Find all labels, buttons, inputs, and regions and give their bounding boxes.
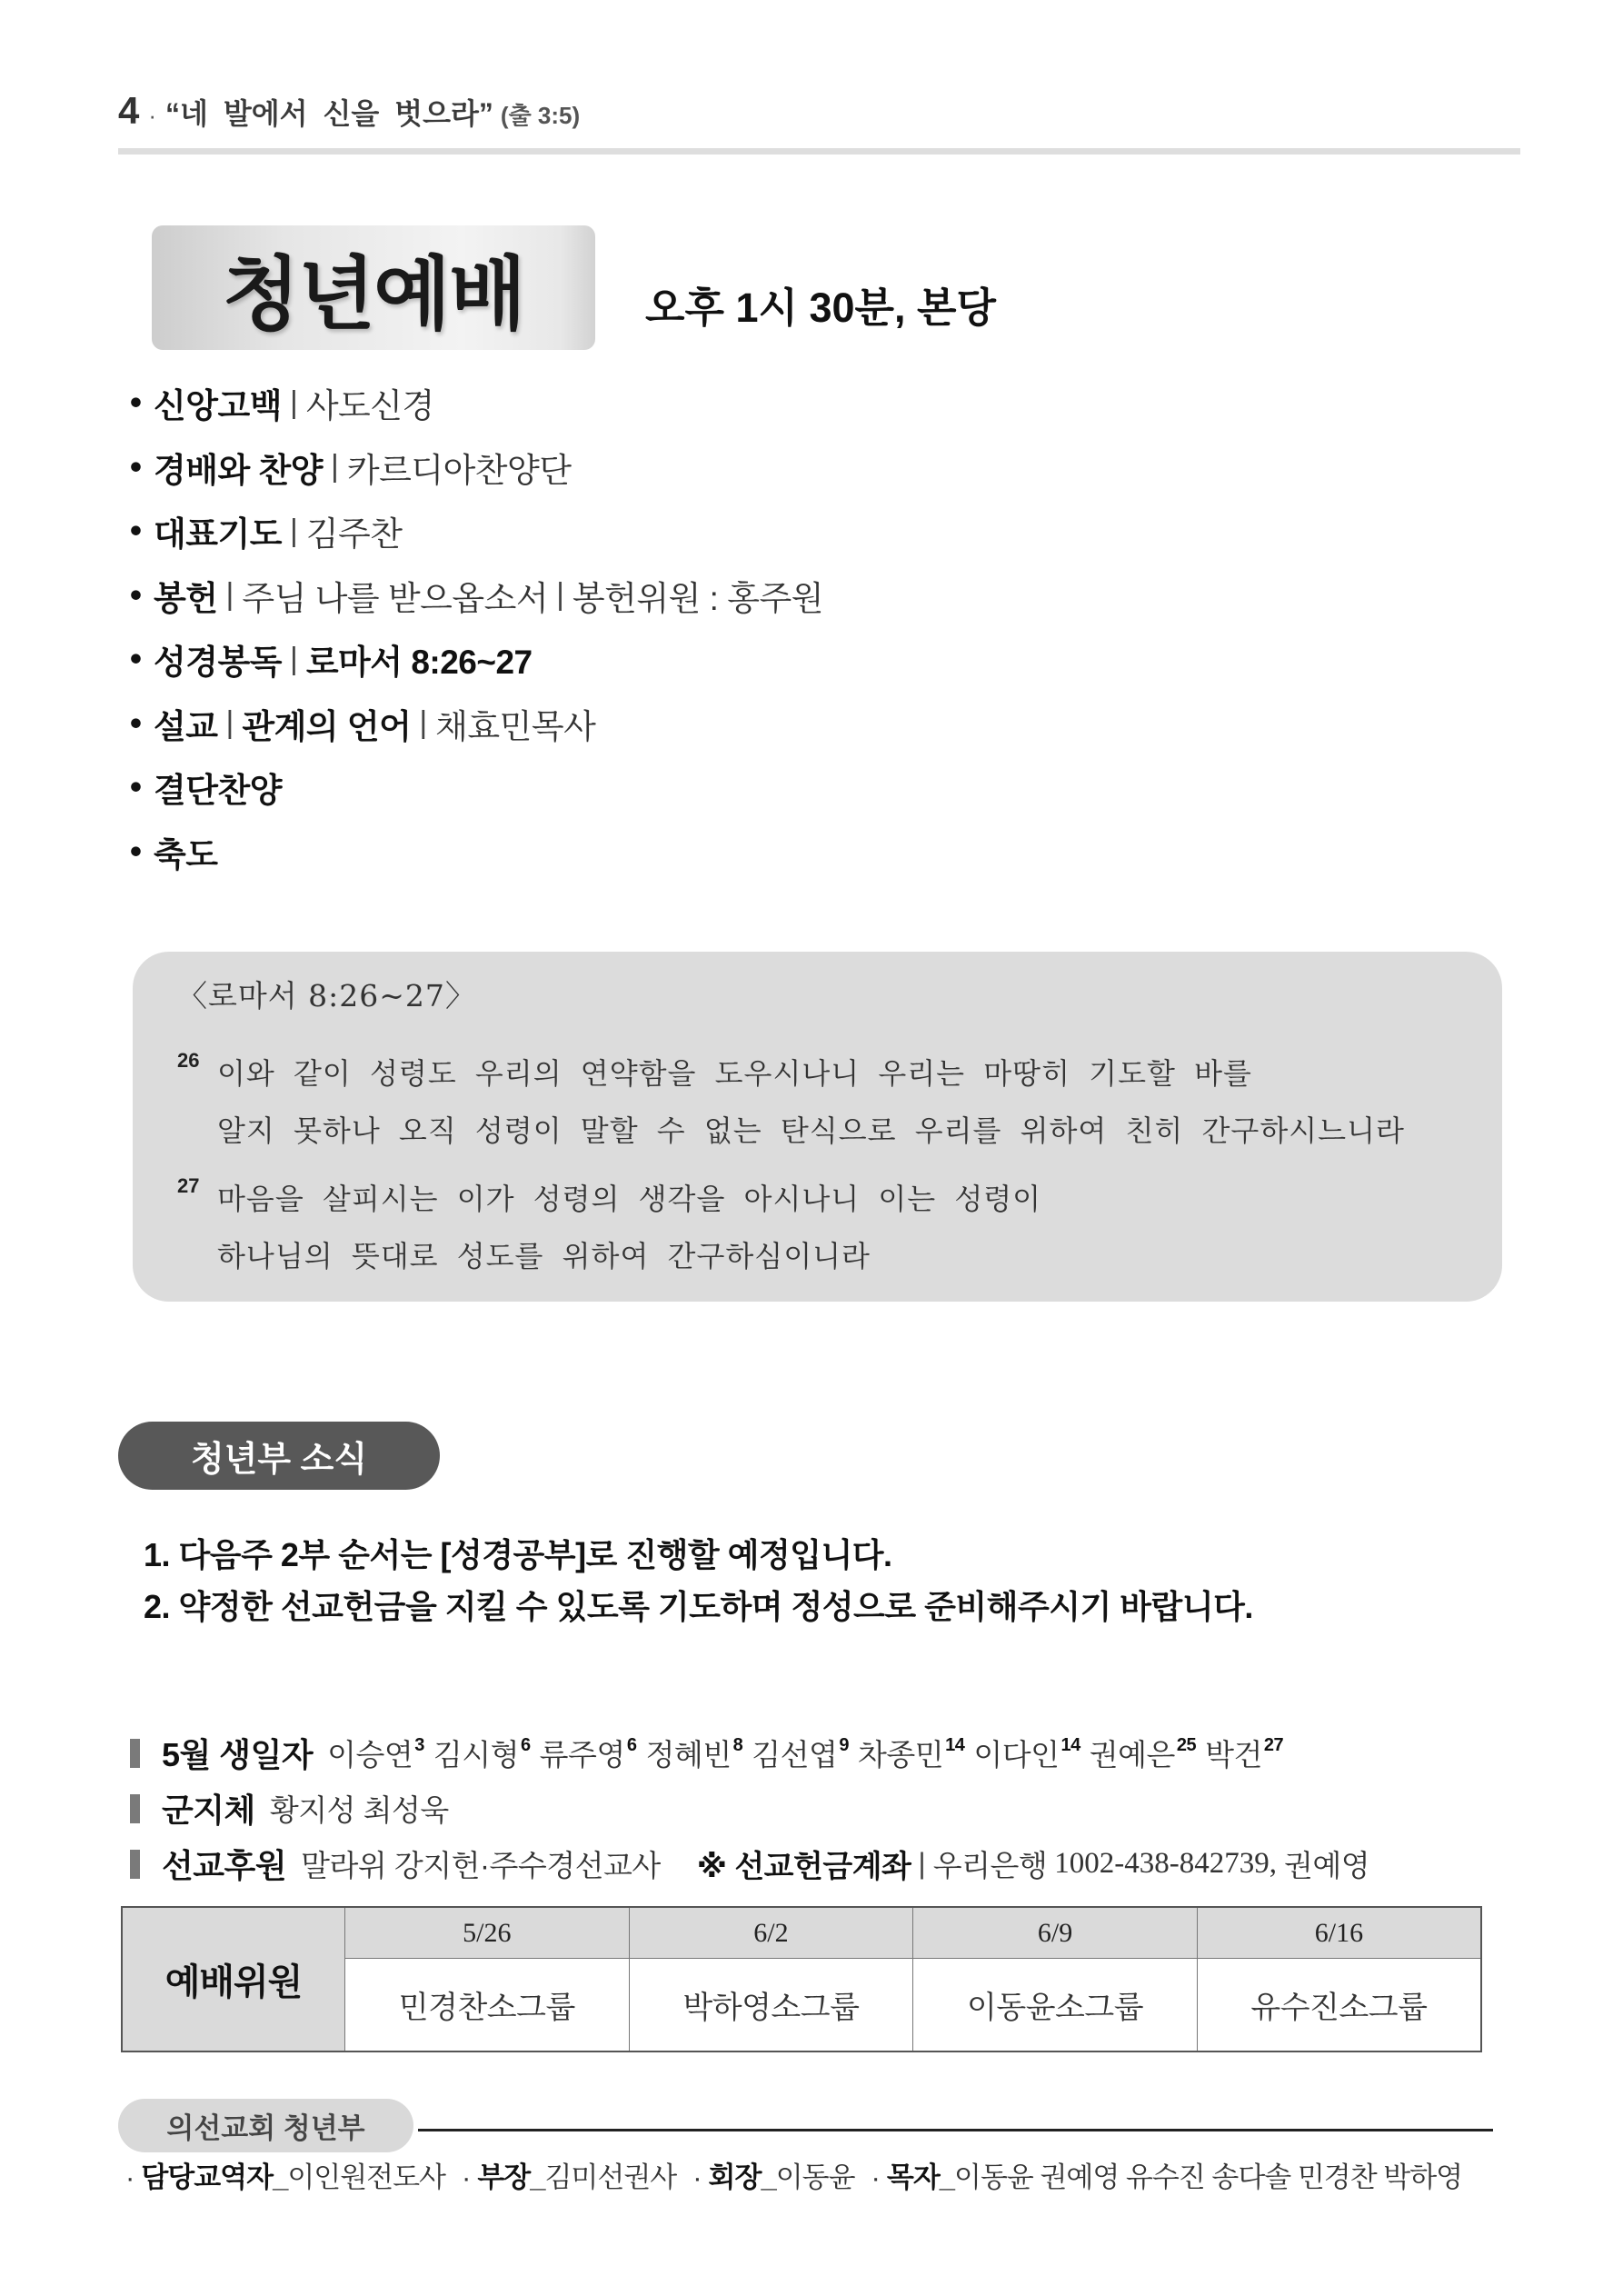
staff-joiner: _ bbox=[939, 2161, 955, 2193]
verse-line: 하나님의 뜻대로 성도를 위하여 간구하심이니라 bbox=[217, 1239, 871, 1273]
bullet: • bbox=[130, 575, 142, 614]
person-name: 이승연 bbox=[327, 1738, 413, 1772]
order-item-detail: 봉헌위원 : 홍주원 bbox=[572, 579, 823, 617]
birthday-day: 14 bbox=[945, 1735, 965, 1755]
order-item-label: 성경봉독 bbox=[154, 644, 282, 682]
mission-label: 선교후원 bbox=[162, 1847, 287, 1884]
service-title: 청년예배 bbox=[222, 248, 525, 339]
order-item-response-song bbox=[130, 755, 823, 820]
birthday-day: 25 bbox=[1176, 1735, 1197, 1755]
bullet: • bbox=[130, 512, 142, 550]
birthday-person bbox=[858, 1732, 964, 1774]
line-marker bbox=[130, 1850, 140, 1879]
date-header: 6/9 bbox=[913, 1907, 1198, 1959]
birthday-person bbox=[752, 1732, 849, 1774]
staff-item bbox=[125, 2156, 445, 2200]
staff-role: 담당교역자 bbox=[141, 2161, 274, 2193]
staff-bullet: · bbox=[462, 2161, 471, 2193]
date-header: 6/2 bbox=[629, 1907, 913, 1959]
news-item: 1. 다음주 2부 순서는 [성경공부]로 진행할 예정입니다. bbox=[144, 1536, 892, 1573]
mission-account-label: ※ 선교헌금계좌 bbox=[696, 1850, 911, 1884]
news-item: 2. 약정한 선교헌금을 지킬 수 있도록 기도하며 정성으로 준비해주시기 바랍니다. bbox=[144, 1588, 1253, 1625]
order-item-prayer bbox=[130, 499, 823, 564]
header-reference: (출 3:5) bbox=[500, 102, 581, 129]
birthday-person bbox=[327, 1732, 424, 1774]
birthdays-line bbox=[130, 1725, 1369, 1781]
person-name: 박건 bbox=[1205, 1738, 1262, 1772]
staff-line bbox=[125, 2156, 1479, 2200]
date-header: 6/16 bbox=[1197, 1907, 1481, 1959]
staff-bullet: · bbox=[692, 2161, 702, 2193]
person-name: 김선엽 bbox=[752, 1738, 838, 1772]
order-item-detail: 로마서 8:26~27 bbox=[305, 644, 533, 682]
military-label: 군지체 bbox=[162, 1792, 255, 1829]
order-item-sermon bbox=[130, 692, 823, 756]
bullet: • bbox=[130, 384, 142, 422]
verse-number: 26 bbox=[177, 1049, 200, 1072]
staff-item bbox=[871, 2156, 1463, 2200]
birthday-day: 8 bbox=[732, 1735, 743, 1755]
service-time-place: 오후 1시 30분, 본당 bbox=[645, 285, 996, 331]
date-header: 5/26 bbox=[345, 1907, 630, 1959]
staff-item bbox=[692, 2156, 854, 2200]
staff-item bbox=[462, 2156, 676, 2200]
separator: | bbox=[225, 577, 234, 613]
order-item-offering bbox=[130, 564, 823, 628]
bullet: • bbox=[130, 768, 142, 806]
person-name: 류주영 bbox=[539, 1738, 625, 1772]
birthday-person bbox=[645, 1732, 742, 1774]
separator: | bbox=[331, 449, 339, 484]
header-divider bbox=[118, 148, 1520, 155]
bullet: • bbox=[130, 640, 142, 678]
staff-bullet: · bbox=[125, 2161, 134, 2193]
staff-role: 부장 bbox=[477, 2161, 531, 2193]
page-header bbox=[118, 89, 580, 142]
order-of-service bbox=[130, 371, 823, 883]
separator: | bbox=[289, 384, 298, 420]
birthday-day: 27 bbox=[1263, 1735, 1284, 1755]
staff-names: 이인원전도사 bbox=[287, 2161, 445, 2193]
line-marker bbox=[130, 1739, 140, 1768]
birthdays-label: 5월 생일자 bbox=[162, 1736, 314, 1773]
person-name: 차종민 bbox=[857, 1738, 944, 1772]
header-quote: “네 발에서 신을 벗으라” bbox=[165, 97, 493, 130]
order-item-label: 축도 bbox=[154, 835, 218, 873]
order-item-label: 봉헌 bbox=[154, 579, 218, 617]
order-item-label: 결단찬양 bbox=[154, 772, 282, 810]
staff-names: 이동윤 권예영 유수진 송다솔 민경찬 박하영 bbox=[954, 2161, 1463, 2193]
order-item-benediction bbox=[130, 820, 823, 884]
mission-line bbox=[130, 1836, 1369, 1892]
person-name: 정혜빈 bbox=[645, 1738, 732, 1772]
line-marker bbox=[130, 1794, 140, 1823]
bullet: • bbox=[130, 447, 142, 485]
scripture-verses bbox=[177, 1045, 1405, 1285]
staff-joiner: _ bbox=[273, 2161, 288, 2193]
staff-bullet: · bbox=[871, 2161, 880, 2193]
news-list bbox=[144, 1529, 1253, 1632]
sermon-title: 관계의 언어 bbox=[242, 707, 412, 745]
order-item-detail: 사도신경 bbox=[305, 387, 434, 425]
separator: | bbox=[918, 1847, 926, 1880]
military-line bbox=[130, 1781, 1369, 1836]
separator: | bbox=[419, 705, 428, 741]
order-item-praise bbox=[130, 435, 823, 500]
group-cell: 유수진소그룹 bbox=[1197, 1959, 1481, 2052]
verse-line: 마음을 살피시는 이가 성령의 생각을 아시나니 이는 성령이 bbox=[217, 1182, 1042, 1216]
bullet: • bbox=[130, 832, 142, 870]
header-separator: · bbox=[148, 102, 157, 129]
person-name: 김시형 bbox=[433, 1738, 520, 1772]
order-item-label: 설교 bbox=[154, 707, 218, 745]
military-members: 황지성 최성욱 bbox=[269, 1793, 449, 1827]
birthday-day: 6 bbox=[626, 1735, 637, 1755]
account-bank: 우리은행 bbox=[932, 1849, 1048, 1882]
news-section-title: 청년부 소식 bbox=[118, 1422, 440, 1490]
staff-role: 목자 bbox=[886, 2161, 940, 2193]
staff-names: 김미선권사 bbox=[544, 2161, 677, 2193]
order-item-creed bbox=[130, 371, 823, 435]
birthday-person bbox=[1090, 1732, 1196, 1774]
scripture-panel bbox=[133, 952, 1502, 1302]
birthday-day: 6 bbox=[521, 1735, 531, 1755]
staff-role: 회장 bbox=[708, 2161, 762, 2193]
group-cell: 민경찬소그룹 bbox=[345, 1959, 630, 2052]
person-name: 권예은 bbox=[1089, 1738, 1175, 1772]
verse bbox=[177, 1045, 1405, 1160]
separator: | bbox=[289, 513, 298, 548]
service-title-box bbox=[152, 225, 595, 350]
staff-joiner: _ bbox=[761, 2161, 776, 2193]
birthday-day: 3 bbox=[414, 1735, 424, 1755]
committee-label: 예배위원 bbox=[122, 1907, 345, 2051]
info-section bbox=[130, 1725, 1369, 1892]
table-row bbox=[122, 1907, 1481, 1959]
birthday-person bbox=[973, 1732, 1080, 1774]
verse-number: 27 bbox=[177, 1174, 200, 1197]
verse-line: 알지 못하나 오직 성령이 말할 수 없는 탄식으로 우리를 위하여 친히 간구하시느니라 bbox=[217, 1113, 1405, 1148]
group-cell: 이동윤소그룹 bbox=[913, 1959, 1198, 2052]
separator: | bbox=[556, 577, 564, 613]
scripture-heading: 〈로마서 8:26~27〉 bbox=[177, 978, 476, 1013]
footer-divider bbox=[418, 2129, 1493, 2131]
verse bbox=[177, 1171, 1405, 1285]
separator: | bbox=[225, 705, 234, 741]
separator: | bbox=[289, 641, 298, 676]
birthday-person bbox=[433, 1732, 531, 1774]
order-item-detail: 김주찬 bbox=[305, 515, 403, 554]
worship-committee-table bbox=[121, 1906, 1482, 2052]
person-name: 이다인 bbox=[973, 1738, 1060, 1772]
birthday-person bbox=[540, 1732, 637, 1774]
staff-joiner: _ bbox=[530, 2161, 545, 2193]
order-item-label: 경배와 찬양 bbox=[154, 451, 323, 489]
account-holder: 권예영 bbox=[1283, 1849, 1370, 1882]
footer-org-label: 의선교회 청년부 bbox=[118, 2099, 413, 2152]
order-item-label: 신앙고백 bbox=[154, 387, 282, 425]
order-item-detail: 카르디아찬양단 bbox=[346, 451, 572, 489]
group-cell: 박하영소그룹 bbox=[629, 1959, 913, 2052]
bullet: • bbox=[130, 704, 142, 742]
page-number: 4 bbox=[118, 89, 140, 132]
birthday-day: 14 bbox=[1060, 1735, 1080, 1755]
order-item-detail: 주님 나를 받으옵소서 bbox=[242, 579, 549, 617]
account-number: 1002-438-842739, bbox=[1054, 1847, 1277, 1880]
birthday-day: 9 bbox=[839, 1735, 849, 1755]
sermon-preacher: 채효민목사 bbox=[435, 707, 596, 745]
birthday-person bbox=[1205, 1732, 1283, 1774]
order-item-label: 대표기도 bbox=[154, 515, 282, 554]
verse-line: 이와 같이 성령도 우리의 연약함을 도우시나니 우리는 마땅히 기도할 바를 bbox=[217, 1056, 1252, 1091]
mission-missionaries: 말라위 강지헌·주수경선교사 bbox=[301, 1849, 661, 1882]
order-item-scripture-reading bbox=[130, 627, 823, 692]
staff-names: 이동윤 bbox=[775, 2161, 855, 2193]
